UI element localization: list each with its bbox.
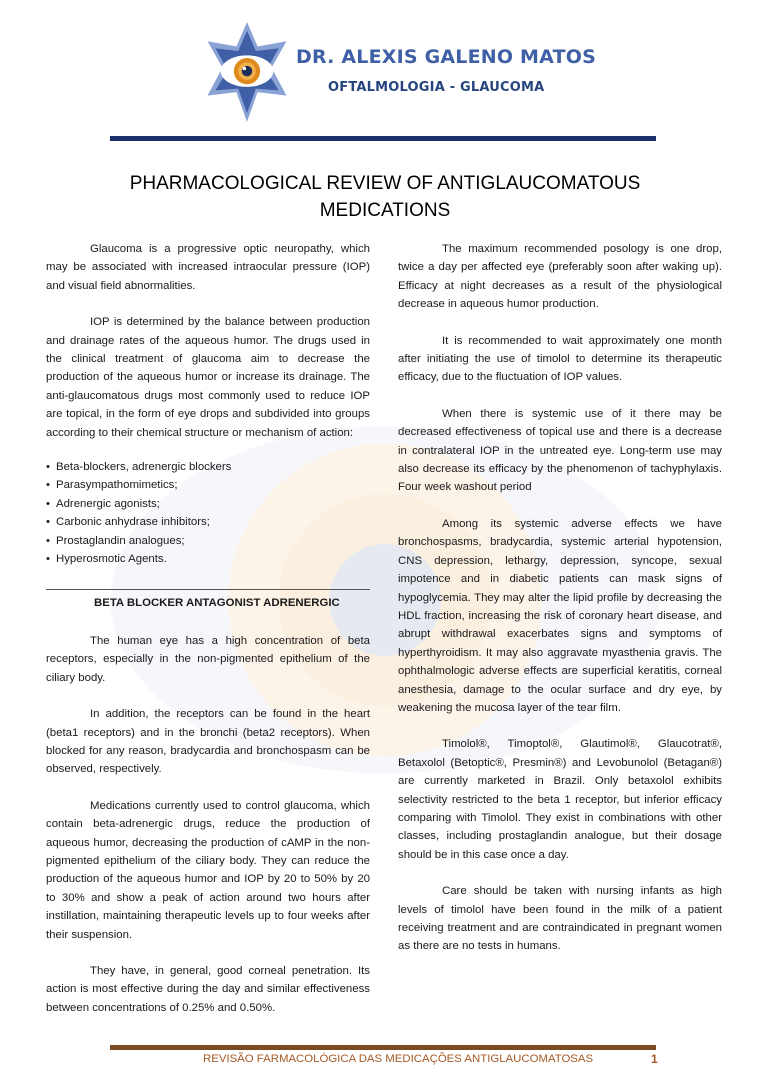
paragraph: When there is systemic use of it there may be decreased effectiveness of topical use and there is a decrease in contralateral IOP in the untreated eye. Long-term use may also decrease its efficacy by the phenomenon of tachyphylaxis. Four week washout period xyxy=(398,407,722,494)
paragraph: Among its systemic adverse effects we have bronchospasms, bradycardia, systemic arterial hypotension, CNS depression, lethargy, depression, syncope, sexual impotence and in diabetic patients can mask signs of hypoglycemia. They may alter the lipid profile by decreasing the HDL fraction, increasing the risk of coronary heart disease, and abrupt withdrawal exacerbates signs and symptoms of hyperthyroidism. It may also aggravate myasthenia gravis. The ophthalmologic adverse effects are superficial keratitis, corneal anesthesia, damage to the ocular surface and dry eye, by weakening the mucosa layer of the tear film. xyxy=(398,517,722,714)
list-item: • Carbonic anhydrase inhibitors; xyxy=(46,513,370,531)
paragraph: Medications currently used to control glaucoma, which contain beta-adrenergic drugs, reduce the production of aqueous humor, decreasing the production of cAMP in the non-pigmented epithelium of the ciliary body. They can reduce the production of the aqueous humor and IOP by 20 to 50% by 20 to 30% and show a peak of action around two hours after instillation, maintaining therapeutic levels up to four weeks after their suspension. xyxy=(46,799,370,941)
header-divider xyxy=(110,136,656,141)
page-title xyxy=(60,170,710,224)
page-number: 1 xyxy=(651,1052,658,1066)
title-line-1: PHARMACOLOGICAL REVIEW OF ANTIGLAUCOMATOUS xyxy=(129,173,641,194)
eye-star-logo-icon xyxy=(203,22,291,122)
paragraph: IOP is determined by the balance between production and drainage rates of the aqueous humor. The drugs used in the clinical treatment of glaucoma aim to decrease the production of the aqueous humor or increase its drainage. The anti-glaucomatous drugs most commonly used to reduce IOP are topical, in the form of eye drops and subdivided into groups according to their chemical structure or mechanism of action: xyxy=(46,316,370,439)
page-header xyxy=(0,0,768,140)
paragraph: Glaucoma is a progressive optic neuropathy, which may be associated with increased intraocular pressure (IOP) and visual field abnormalities. xyxy=(46,243,370,292)
left-column xyxy=(46,240,370,1035)
list-item: • Adrenergic agonists; xyxy=(46,495,370,513)
drug-class-list xyxy=(46,458,370,568)
footer-text: REVISÃO FARMACOLÓGICA DAS MEDICAÇÕES ANTIGLAUCOMATOSAS xyxy=(203,1053,594,1065)
bullet-icon: • xyxy=(46,516,50,529)
paragraph: Timolol®, Timoptol®, Glautimol®, Glaucotrat®, Betaxolol (Betoptic®, Presmin®) and Levobunolol (Betagan®) are currently marketed in Brazil. Only betaxolol exhibits selectivity restricted to the beta 1 receptor, but inferior efficacy comparing with Timolol. They exist in combinations with other classes, including prostaglandin analogue, but their dosage should be in this case once a day. xyxy=(398,738,722,861)
paragraph: It is recommended to wait approximately one month after initiating the use of timolol to determine its therapeutic efficacy, due to the fluctuation of IOP values. xyxy=(398,334,722,384)
brand-name: DR. ALEXIS GALENO MATOS xyxy=(296,46,596,68)
list-item: • Parasympathomimetics; xyxy=(46,476,370,494)
paragraph: Care should be taken with nursing infants as high levels of timolol have been found in the milk of a patient receiving treatment and are contraindicated in pregnant women as there are no tests in humans. xyxy=(398,885,722,953)
bullet-icon: • xyxy=(46,534,50,547)
list-item: • Beta-blockers, adrenergic blockers xyxy=(46,458,370,476)
paragraph: In addition, the receptors can be found in the heart (beta1 receptors) and in the bronchi (beta2 receptors). When blocked for any reason, bradycardia and bronchospasm can be observed, respectively. xyxy=(46,708,370,776)
bullet-icon: • xyxy=(46,497,50,510)
bullet-icon: • xyxy=(46,461,50,474)
title-line-2: MEDICATIONS xyxy=(319,200,451,221)
bullet-icon: • xyxy=(46,479,50,492)
bullet-icon: • xyxy=(46,553,50,566)
list-item: • Prostaglandin analogues; xyxy=(46,532,370,550)
right-column xyxy=(398,240,722,974)
paragraph: The human eye has a high concentration of beta receptors, especially in the non-pigmented epithelium of the ciliary body. xyxy=(46,634,370,684)
brand-subtitle: OFTALMOLOGIA - GLAUCOMA xyxy=(328,80,545,95)
section-heading: BETA BLOCKER ANTAGONIST ADRENERGIC xyxy=(46,589,370,612)
footer-divider xyxy=(110,1045,656,1050)
paragraph: The maximum recommended posology is one drop, twice a day per affected eye (preferably soon after waking up). Efficacy at night decreases as a result of the physiological decrease in aqueous humor production. xyxy=(398,243,722,311)
list-item: • Hyperosmotic Agents. xyxy=(46,550,370,568)
paragraph: They have, in general, good corneal penetration. Its action is most effective during the day and similar effectiveness between concentrations of 0.25% and 0.50%. xyxy=(46,965,370,1014)
